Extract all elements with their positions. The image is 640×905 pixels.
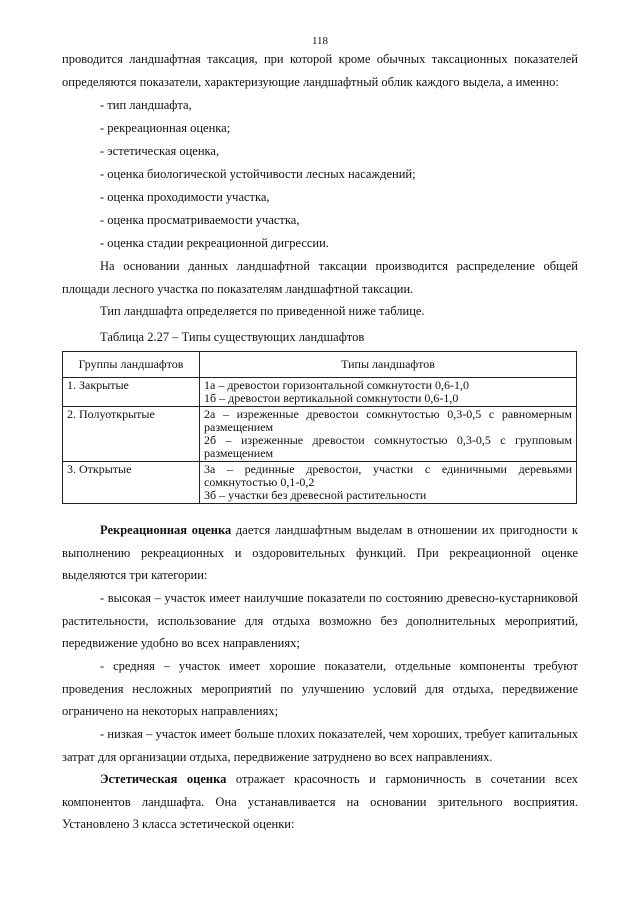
types-cell	[200, 462, 577, 504]
table-row	[63, 378, 577, 407]
recreation-medium: - средняя – участок имеет хорошие показатели, отдельные компоненты требуют проведения несложных мероприятий по улучшению условий для отдыха, передвижение ограничено на некоторых направлениях;	[62, 659, 578, 719]
type-line: 3а – рединные древостои, участки с единичными деревьями сомкнутостью 0,1-0,2	[204, 462, 572, 489]
recreation-high: - высокая – участок имеет наилучшие показатели по состоянию древесно-кустарниковой растительности, использование для отдыха возможно без дополнительных мероприятий, передвижение удобно во всех направлениях;	[62, 591, 578, 651]
table-header-row	[63, 352, 577, 378]
column-header: Группы ландшафтов	[63, 352, 200, 378]
aesthetic-text: отражает красочность и гармоничность в сочетании всех компонентов ландшафта. Она устанавливается на основании зрительного восприятия. Установлено 3 класса эстетической оценки:	[62, 772, 578, 832]
list-item: - тип ландшафта,	[100, 98, 192, 112]
type-paragraph: Тип ландшафта определяется по приведенной ниже таблице.	[100, 304, 425, 318]
list-item: - рекреационная оценка;	[100, 121, 231, 135]
column-header: Типы ландшафтов	[200, 352, 577, 378]
landscape-types-table	[62, 351, 577, 504]
intro-paragraph: проводится ландшафтная таксация, при которой кроме обычных таксационных показателей определяются показатели, характеризующие ландшафтный облик каждого выдела, а именно:	[62, 52, 578, 89]
type-line: 1а – древостои горизонтальной сомкнутости 0,6-1,0	[204, 378, 470, 392]
recreation-low: - низкая – участок имеет больше плохих показателей, чем хороших, требует капитальных затрат для организации отдыха, передвижение затруднено во всех направлениях.	[62, 727, 578, 764]
aesthetic-term: Эстетическая оценка	[100, 772, 227, 786]
list-item: - оценка биологической устойчивости лесных насаждений;	[100, 167, 416, 181]
types-cell	[200, 407, 577, 462]
list-item: - оценка стадии рекреационной дигрессии.	[100, 236, 329, 250]
recreation-text: дается ландшафтным выделам в отношении их пригодности к выполнению рекреационных и оздоровительных функций. При рекреационной оценке выделяются три категории:	[62, 523, 578, 583]
list-item: - эстетическая оценка,	[100, 144, 220, 158]
group-cell: 1. Закрытые	[63, 378, 200, 407]
recreation-paragraph	[62, 519, 578, 587]
type-line: 2а – изреженные древостои сомкнутостью 0,3-0,5 с равномерным размещением	[204, 407, 572, 434]
table-row	[63, 462, 577, 504]
list-item: - оценка просматриваемости участка,	[100, 213, 300, 227]
group-cell: 3. Открытые	[63, 462, 200, 504]
type-line: 2б – изреженные древостои сомкнутостью 0,3-0,5 с групповым размещением	[204, 433, 572, 460]
table-row	[63, 407, 577, 462]
group-cell: 2. Полуоткрытые	[63, 407, 200, 462]
types-cell	[200, 378, 577, 407]
page-number: 118	[311, 35, 329, 47]
type-line: 3б – участки без древесной растительности	[204, 488, 427, 502]
table-caption: Таблица 2.27 – Типы существующих ландшафтов	[100, 330, 365, 344]
aesthetic-paragraph	[62, 768, 578, 836]
list-item: - оценка проходимости участка,	[100, 190, 270, 204]
basis-paragraph: На основании данных ландшафтной таксации производится распределение общей площади лесного участка по показателям ландшафтной таксации.	[62, 259, 578, 296]
type-line: 1б – древостои вертикальной сомкнутости 0,6-1,0	[204, 391, 459, 405]
recreation-term: Рекреационная оценка	[100, 523, 232, 537]
